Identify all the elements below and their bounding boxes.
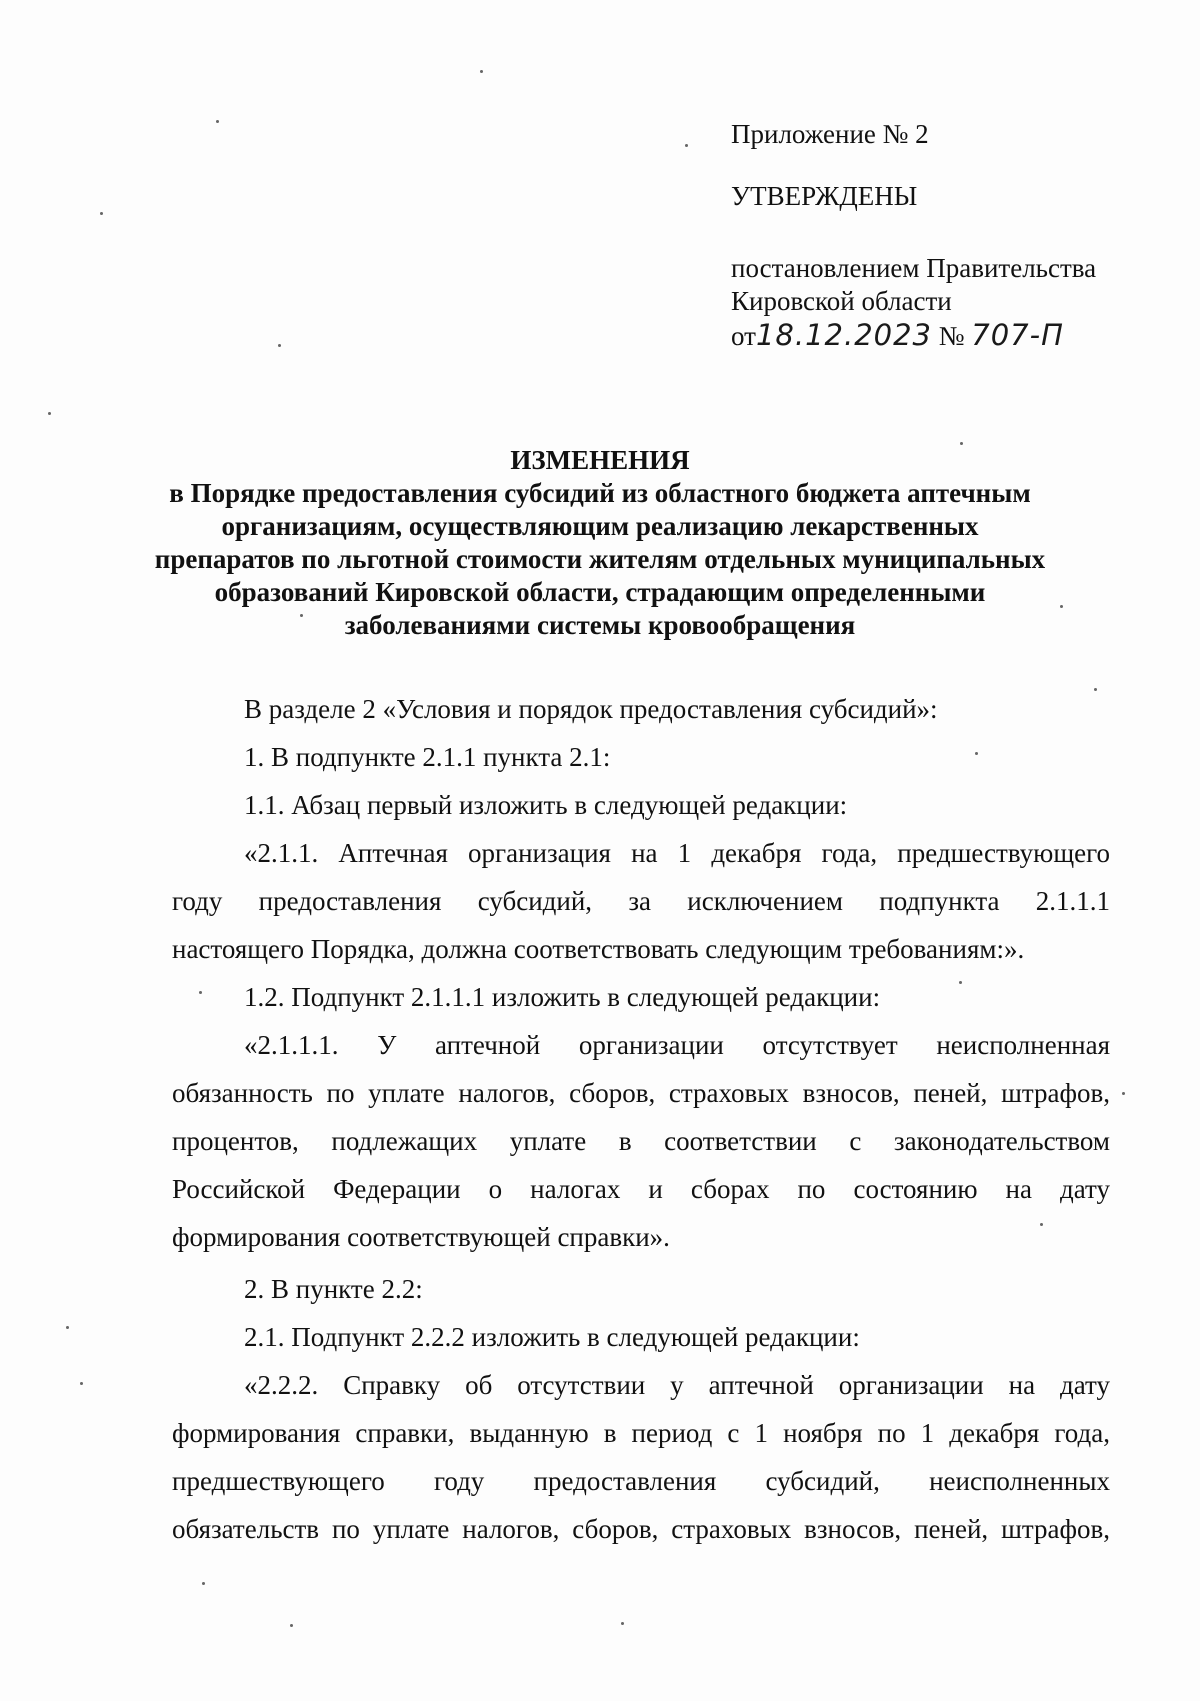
paragraph-line: формирования справки, выданную в период с 1 ноября по 1 декабря года, xyxy=(172,1418,1110,1448)
paragraph-line: году предоставления субсидий, за исключением подпункта 2.1.1.1 xyxy=(172,886,1110,916)
paragraph: 1.2. Подпункт 2.1.1.1 изложить в следующей редакции: xyxy=(244,982,881,1012)
scan-speck xyxy=(959,981,962,984)
paragraph-line: обязательств по уплате налогов, сборов, страховых взносов, пеней, штрафов, xyxy=(172,1514,1110,1544)
date-prefix: от xyxy=(731,321,756,351)
scan-speck xyxy=(480,70,483,73)
paragraph-line: настоящего Порядка, должна соответствовать следующим требованиям:». xyxy=(172,934,1025,964)
handwritten-number: 707-П xyxy=(971,318,1064,352)
scan-speck xyxy=(80,1382,83,1385)
paragraph: 1.1. Абзац первый изложить в следующей редакции: xyxy=(244,790,848,820)
scan-speck xyxy=(278,344,281,347)
scan-speck xyxy=(202,1582,205,1585)
paragraph: 2.1. Подпункт 2.2.2 изложить в следующей редакции: xyxy=(244,1322,860,1352)
scan-speck xyxy=(48,412,51,415)
scan-speck xyxy=(975,752,978,755)
scan-speck xyxy=(685,144,688,147)
scan-speck xyxy=(100,212,103,215)
paragraph-line: «2.1.1. Аптечная организация на 1 декабря года, предшествующего xyxy=(244,838,1110,868)
title-line: образований Кировской области, страдающим определенными xyxy=(214,577,986,607)
scan-speck xyxy=(216,120,219,123)
scan-speck xyxy=(1094,688,1097,691)
appendix-label: Приложение № 2 xyxy=(731,119,929,149)
title-line: заболеваниями системы кровообращения xyxy=(344,610,856,640)
resolution-line: постановлением Правительства xyxy=(731,253,1097,283)
date-number-line xyxy=(731,319,1064,353)
scan-speck xyxy=(199,991,202,994)
title-line: организациям, осуществляющим реализацию лекарственных xyxy=(221,511,979,541)
paragraph-line: «2.2.2. Справку об отсутствии у аптечной организации на дату xyxy=(244,1370,1110,1400)
scan-speck xyxy=(300,614,303,617)
paragraph-line: Российской Федерации о налогах и сборах по состоянию на дату xyxy=(172,1174,1110,1204)
paragraph: В разделе 2 «Условия и порядок предоставления субсидий»: xyxy=(244,694,938,724)
paragraph-line: «2.1.1.1. У аптечной организации отсутствует неисполненная xyxy=(244,1030,1110,1060)
title-line: препаратов по льготной стоимости жителям отдельных муниципальных xyxy=(154,544,1046,574)
paragraph-line: процентов, подлежащих уплате в соответствии с законодательством xyxy=(172,1126,1110,1156)
handwritten-date: 18.12.2023 xyxy=(755,318,932,352)
scan-speck xyxy=(290,1624,293,1627)
region-line: Кировской области xyxy=(731,286,952,316)
number-prefix: № xyxy=(938,321,965,351)
scan-speck xyxy=(960,442,963,445)
title-line: в Порядке предоставления субсидий из областного бюджета аптечным xyxy=(169,478,1031,508)
approved-label: УТВЕРЖДЕНЫ xyxy=(731,181,918,211)
scan-speck xyxy=(1040,1223,1043,1226)
paragraph: 1. В подпункте 2.1.1 пункта 2.1: xyxy=(244,742,611,772)
paragraph-line: формирования соответствующей справки». xyxy=(172,1222,670,1252)
paragraph: 2. В пункте 2.2: xyxy=(244,1274,423,1304)
scan-speck xyxy=(621,1622,624,1625)
scan-speck xyxy=(1122,1092,1125,1095)
document-title xyxy=(150,444,1050,642)
scan-speck xyxy=(1060,605,1063,608)
paragraph-line: обязанность по уплате налогов, сборов, страховых взносов, пеней, штрафов, xyxy=(172,1078,1110,1108)
paragraph-line: предшествующего году предоставления субсидий, неисполненных xyxy=(172,1466,1110,1496)
scan-speck xyxy=(66,1326,69,1329)
title-heading: ИЗМЕНЕНИЯ xyxy=(510,445,690,475)
